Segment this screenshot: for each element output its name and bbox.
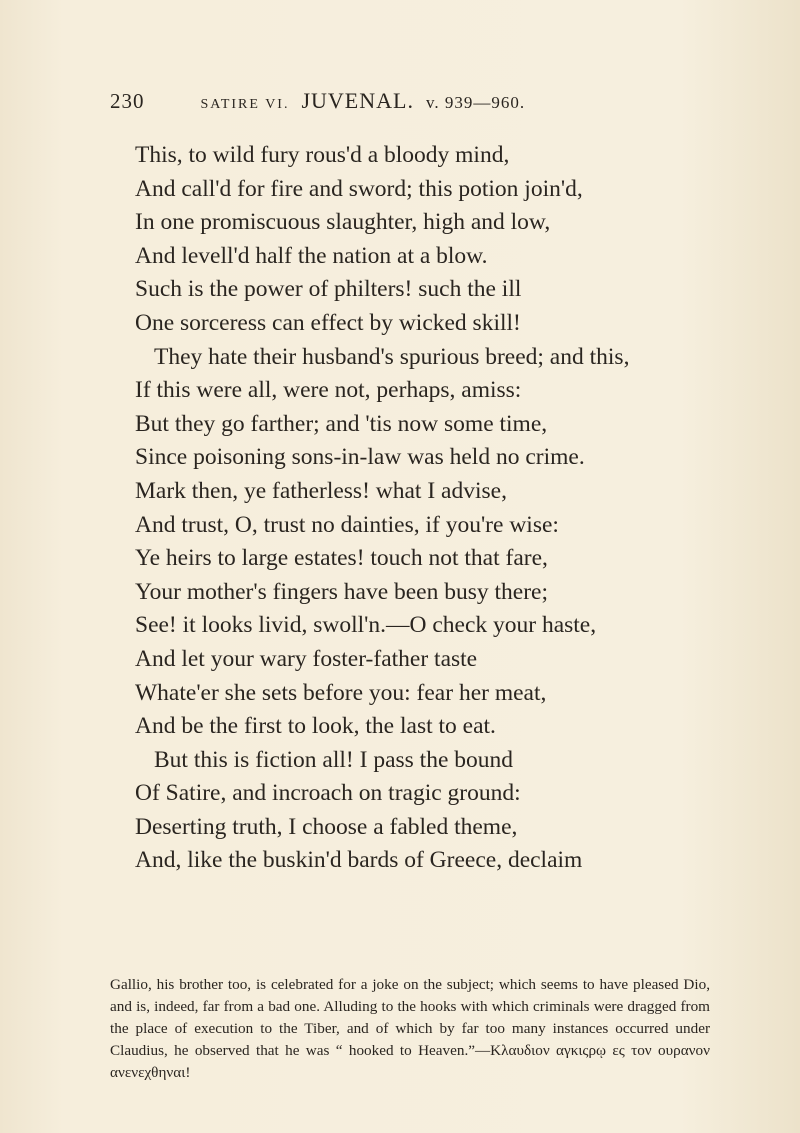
poem-line: Your mother's fingers have been busy there; [135,578,549,605]
poem-line: Such is the power of philters! such the ill [135,276,522,303]
poem-line: But they go farther; and 'tis now some time, [135,410,548,437]
poem-line: And be the first to look, the last to eat. [135,713,496,740]
running-header [110,88,670,114]
poem-line: And call'd for fire and sword; this potion join'd, [135,175,583,202]
poem-line: Since poisoning sons-in-law was held no crime. [135,444,585,471]
poem-line: Whate'er she sets before you: fear her meat, [135,679,547,706]
poem-line: See! it looks livid, swoll'n.—O check your haste, [135,612,597,639]
poem-line: And, like the buskin'd bards of Greece, declaim [135,847,583,874]
poem-body [135,139,715,878]
poem-line: This, to wild fury rous'd a bloody mind, [135,142,510,168]
running-title: SATIRE VI. [200,97,290,112]
footnote-text: Gallio, his brother too, is celebrated for a joke on the subject; which seems to have pleased Dio, and is, indeed, far from a bad one. Alluding to the hooks with which criminals were dragged from the place of execution to the Tiber, and of which by far too many instances occurred under Claudius, he observed that he was “ hooked to Heaven.”—Κλαυδιον αγκιςρῳ ες τον ουρανον ανενεχθηναι! [110,976,710,1081]
footnote [110,974,710,1084]
author-name: JUVENAL. [301,88,414,113]
poem-line: Deserting truth, I choose a fabled theme, [135,813,518,840]
poem-line: And levell'd half the nation at a blow. [135,242,488,269]
poem-line: Of Satire, and incroach on tragic ground: [135,780,521,807]
poem-line: One sorceress can effect by wicked skill! [135,309,521,336]
poem-line: And let your wary foster-father taste [135,645,478,672]
poem-line: Mark then, ye fatherless! what I advise, [135,477,507,504]
poem-line: They hate their husband's spurious breed; and this, [154,343,630,370]
poem-line: Ye heirs to large estates! touch not that fare, [135,545,548,572]
verse-range: v. 939—960. [425,93,526,112]
poem-line: In one promiscuous slaughter, high and low, [135,209,551,236]
poem-line: And trust, O, trust no dainties, if you're wise: [135,511,559,538]
page-number: 230 [110,89,145,113]
poem-line: But this is fiction all! I pass the bound [154,746,513,773]
poem-line: If this were all, were not, perhaps, amiss: [135,377,522,404]
